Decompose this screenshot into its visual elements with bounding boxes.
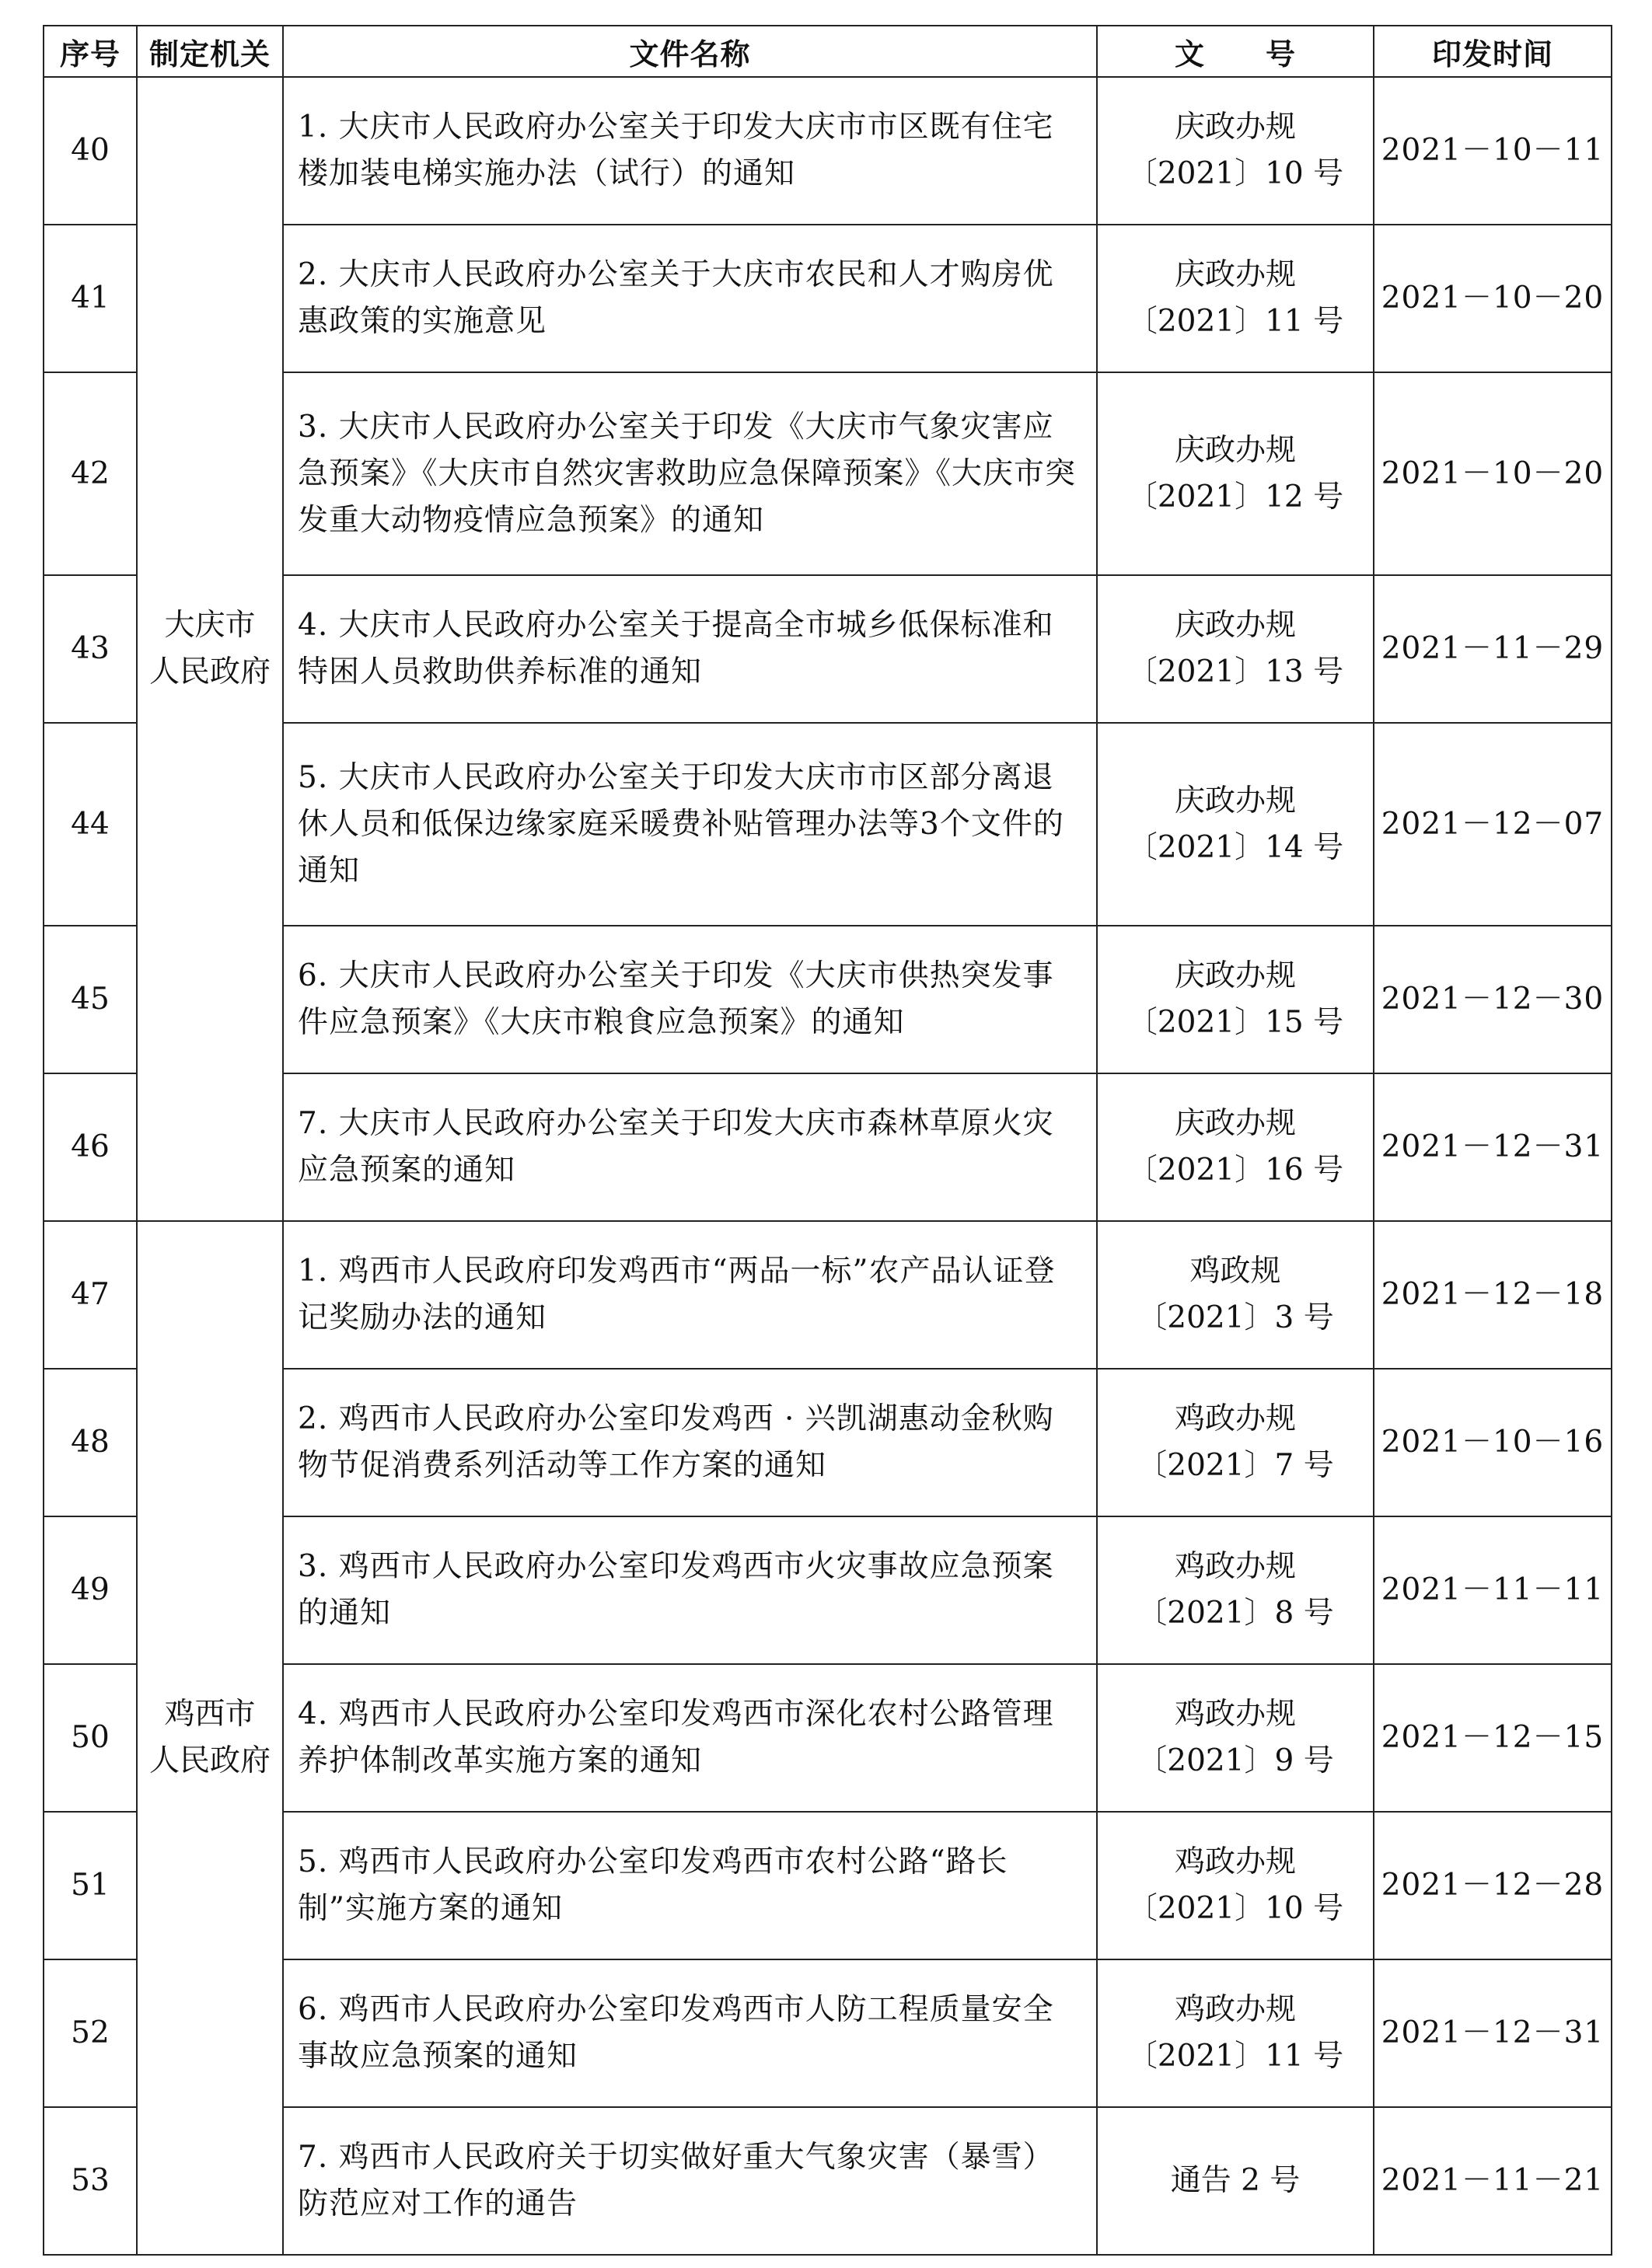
document-number-line-1: 鸡政规 (1189, 1254, 1281, 1289)
serial-number-cell: 46 (44, 1073, 137, 1221)
serial-number-cell: 44 (44, 723, 137, 926)
issue-date-cell: 2021－10－16 (1374, 1369, 1612, 1516)
document-number-line-1: 庆政办规 (1174, 783, 1296, 818)
issue-date-cell: 2021－12－18 (1374, 1221, 1612, 1369)
document-title-cell: 4. 鸡西市人民政府办公室印发鸡西市深化农村公路管理养护体制改革实施方案的通知 (283, 1664, 1097, 1812)
document-number-line-2: 〔2021〕11 号 (1126, 2039, 1344, 2074)
document-number-line-1: 庆政办规 (1174, 257, 1296, 292)
issuer-line-1: 大庆市 (164, 608, 256, 643)
serial-number-cell: 42 (44, 372, 137, 575)
document-number-line-1: 鸡政办规 (1174, 1992, 1296, 2027)
table-row (44, 77, 1612, 225)
regulation-table (43, 25, 1612, 2256)
document-number-cell (1097, 77, 1374, 225)
document-number-line-1: 鸡政办规 (1174, 1401, 1296, 1436)
serial-number-cell: 50 (44, 1664, 137, 1812)
document-number-cell (1097, 575, 1374, 723)
document-number-line-2: 〔2021〕8 号 (1137, 1596, 1334, 1631)
header-issuing-authority: 制定机关 (137, 26, 283, 77)
header-document-title: 文件名称 (283, 26, 1097, 77)
serial-number-cell: 43 (44, 575, 137, 723)
document-number-line-2: 〔2021〕3 号 (1137, 1300, 1334, 1335)
document-number-line-2: 〔2021〕14 号 (1126, 829, 1344, 865)
issue-date-cell: 2021－12－07 (1374, 723, 1612, 926)
document-number-line-2: 〔2021〕9 号 (1137, 1743, 1334, 1778)
serial-number-cell: 47 (44, 1221, 137, 1369)
document-title-cell: 1. 鸡西市人民政府印发鸡西市“两品一标”农产品认证登记奖励办法的通知 (283, 1221, 1097, 1369)
document-number-line-2: 〔2021〕13 号 (1126, 654, 1344, 689)
header-issue-date: 印发时间 (1374, 26, 1612, 77)
document-number-line-2: 〔2021〕12 号 (1126, 479, 1344, 515)
serial-number-cell: 41 (44, 225, 137, 372)
document-number-cell (1097, 1073, 1374, 1221)
serial-number-cell: 51 (44, 1812, 137, 1959)
document-title-cell: 7. 鸡西市人民政府关于切实做好重大气象灾害（暴雪）防范应对工作的通告 (283, 2107, 1097, 2255)
table-header-row (44, 26, 1612, 77)
document-number-line-1: 鸡政办规 (1174, 1549, 1296, 1584)
document-number-line-2: 〔2021〕16 号 (1126, 1153, 1344, 1188)
document-number-cell (1097, 2107, 1374, 2255)
issuing-authority-cell (137, 1221, 283, 2255)
document-number-line-1: 鸡政办规 (1174, 1844, 1296, 1879)
issuer-line-2: 人民政府 (148, 654, 271, 689)
document-title-cell: 3. 大庆市人民政府办公室关于印发《大庆市气象灾害应急预案》《大庆市自然灾害救助应急保障预案》《大庆市突发重大动物疫情应急预案》的通知 (283, 372, 1097, 575)
issue-date-cell: 2021－12－15 (1374, 1664, 1612, 1812)
document-title-cell: 6. 大庆市人民政府办公室关于印发《大庆市供热突发事件应急预案》《大庆市粮食应急预案》的通知 (283, 926, 1097, 1073)
header-serial-number: 序号 (44, 26, 137, 77)
serial-number-cell: 48 (44, 1369, 137, 1516)
serial-number-cell: 40 (44, 77, 137, 225)
document-number-cell (1097, 1664, 1374, 1812)
table-body (44, 77, 1612, 2255)
document-title-cell: 3. 鸡西市人民政府办公室印发鸡西市火灾事故应急预案的通知 (283, 1516, 1097, 1664)
issue-date-cell: 2021－12－30 (1374, 926, 1612, 1073)
issuer-line-2: 人民政府 (148, 1743, 271, 1778)
issue-date-cell: 2021－10－20 (1374, 225, 1612, 372)
document-title-cell: 7. 大庆市人民政府办公室关于印发大庆市森林草原火灾应急预案的通知 (283, 1073, 1097, 1221)
document-number-cell (1097, 926, 1374, 1073)
issue-date-cell: 2021－12－31 (1374, 1073, 1612, 1221)
document-number-line-2: 〔2021〕15 号 (1126, 1005, 1344, 1040)
document-number-line-1: 庆政办规 (1174, 958, 1296, 993)
document-number-cell (1097, 372, 1374, 575)
document-number-cell (1097, 1221, 1374, 1369)
document-title-cell: 1. 大庆市人民政府办公室关于印发大庆市市区既有住宅楼加装电梯实施办法（试行）的通知 (283, 77, 1097, 225)
document-title-cell: 4. 大庆市人民政府办公室关于提高全市城乡低保标准和特困人员救助供养标准的通知 (283, 575, 1097, 723)
issue-date-cell: 2021－11－11 (1374, 1516, 1612, 1664)
document-number-line-1: 庆政办规 (1174, 608, 1296, 643)
issue-date-cell: 2021－12－31 (1374, 1959, 1612, 2107)
serial-number-cell: 45 (44, 926, 137, 1073)
serial-number-cell: 49 (44, 1516, 137, 1664)
issue-date-cell: 2021－11－21 (1374, 2107, 1612, 2255)
document-number-line-1: 鸡政办规 (1174, 1697, 1296, 1732)
document-number-line-1: 庆政办规 (1174, 110, 1296, 145)
document-number-cell (1097, 723, 1374, 926)
issue-date-cell: 2021－11－29 (1374, 575, 1612, 723)
document-number-line-2: 〔2021〕10 号 (1126, 156, 1344, 191)
document-number-cell (1097, 1812, 1374, 1959)
document-number-cell (1097, 225, 1374, 372)
document-title-cell: 2. 大庆市人民政府办公室关于大庆市农民和人才购房优惠政策的实施意见 (283, 225, 1097, 372)
document-number-line-2: 〔2021〕11 号 (1126, 304, 1344, 339)
document-number-line-1: 庆政办规 (1174, 1106, 1296, 1141)
document-number-line-2: 〔2021〕7 号 (1137, 1448, 1334, 1483)
document-page (43, 25, 1611, 2256)
issue-date-cell: 2021－12－28 (1374, 1812, 1612, 1959)
issue-date-cell: 2021－10－11 (1374, 77, 1612, 225)
document-number-line-2: 〔2021〕10 号 (1126, 1891, 1344, 1926)
serial-number-cell: 52 (44, 1959, 137, 2107)
issuer-line-1: 鸡西市 (164, 1697, 256, 1732)
document-number-cell (1097, 1959, 1374, 2107)
document-title-cell: 5. 鸡西市人民政府办公室印发鸡西市农村公路“路长制”实施方案的通知 (283, 1812, 1097, 1959)
document-number-cell (1097, 1369, 1374, 1516)
serial-number-cell: 53 (44, 2107, 137, 2255)
document-number-line-1: 庆政办规 (1174, 432, 1296, 468)
document-title-cell: 6. 鸡西市人民政府办公室印发鸡西市人防工程质量安全事故应急预案的通知 (283, 1959, 1097, 2107)
document-number-line-1: 通告 2 号 (1170, 2163, 1301, 2198)
document-title-cell: 2. 鸡西市人民政府办公室印发鸡西 · 兴凯湖惠动金秋购物节促消费系列活动等工作方案的通知 (283, 1369, 1097, 1516)
document-number-cell (1097, 1516, 1374, 1664)
header-document-number: 文 号 (1097, 26, 1374, 77)
issuing-authority-cell (137, 77, 283, 1221)
issue-date-cell: 2021－10－20 (1374, 372, 1612, 575)
table-row (44, 1221, 1612, 1369)
document-title-cell: 5. 大庆市人民政府办公室关于印发大庆市市区部分离退休人员和低保边缘家庭采暖费补贴管理办法等3个文件的通知 (283, 723, 1097, 926)
